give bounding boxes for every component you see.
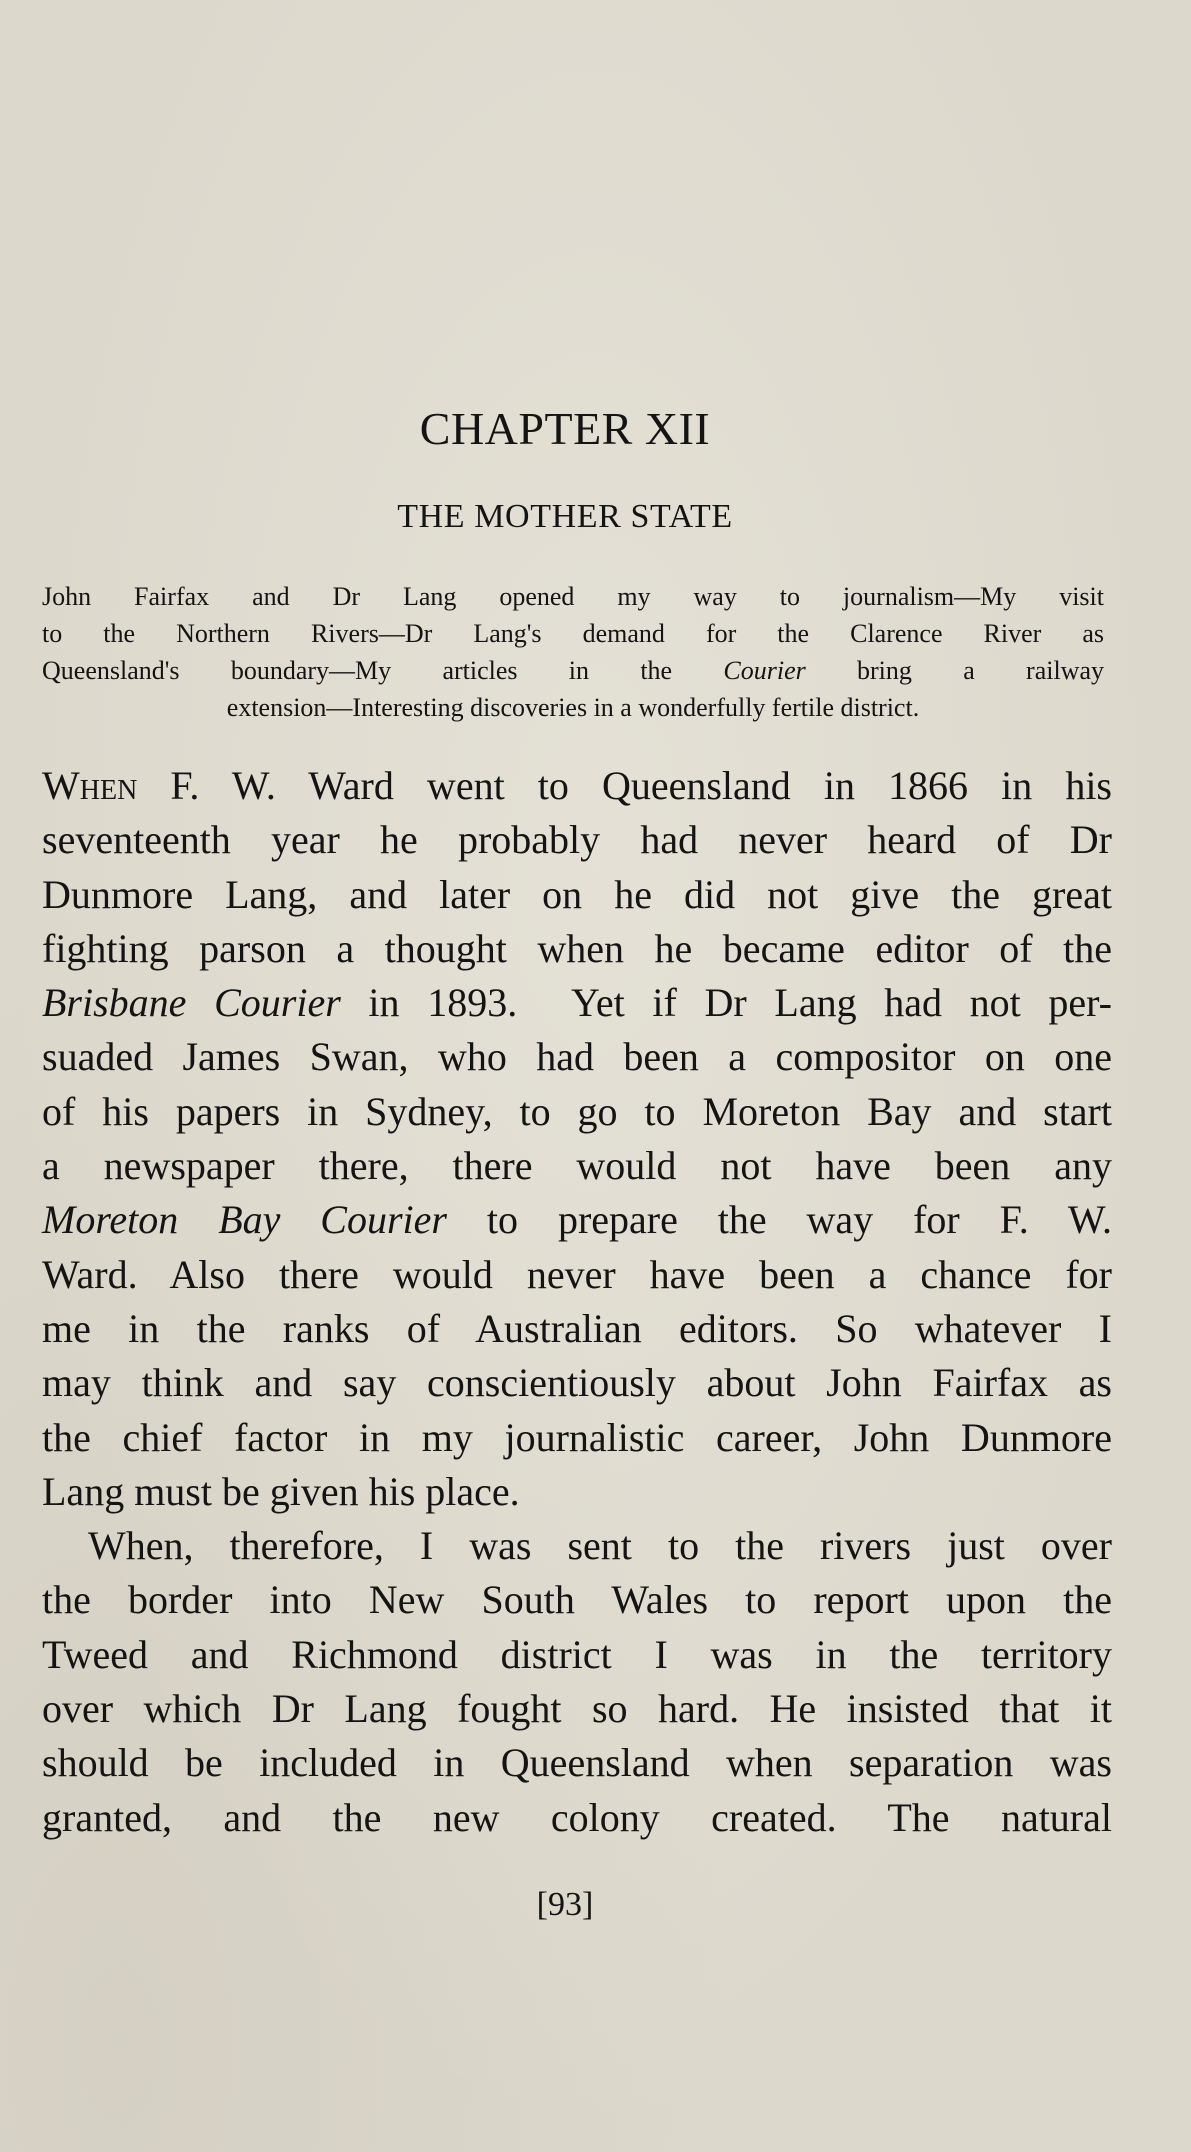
- body-line: me in the ranks of Australian editors. So whatever I: [42, 1305, 1112, 1351]
- body-line: over which Dr Lang fought so hard. He insisted that it: [42, 1686, 1112, 1732]
- body-line: [42, 976, 1112, 1030]
- chapter-body: [42, 759, 1112, 1845]
- body-text: F. W. Ward went to Queensland in 1866 in his: [137, 763, 1112, 808]
- body-line: of his papers in Sydney, to go to Moreton Bay and start: [42, 1088, 1112, 1134]
- body-line: Ward. Also there would never have been a chance for: [42, 1251, 1112, 1297]
- body-line: the chief factor in my journalistic career, John Dunmore: [42, 1414, 1112, 1460]
- chapter-synopsis: [42, 578, 1104, 726]
- body-line: Lang must be given his place.: [42, 1468, 520, 1514]
- synopsis-line: to the Northern Rivers—Dr Lang's demand for the Clarence River as: [42, 619, 1104, 648]
- body-line: a newspaper there, there would not have been any: [42, 1143, 1112, 1189]
- body-line: seventeenth year he probably had never heard of Dr: [42, 817, 1112, 863]
- synopsis-line: John Fairfax and Dr Lang opened my way to journalism—My visit: [42, 582, 1104, 611]
- body-line: may think and say conscientiously about John Fairfax as: [42, 1360, 1112, 1406]
- body-line: Dunmore Lang, and later on he did not give the great: [42, 871, 1112, 917]
- body-line: [42, 1193, 1112, 1247]
- body-text: in 1893. Yet if Dr Lang had not per-: [340, 980, 1112, 1026]
- chapter-number: CHAPTER XII: [419, 403, 711, 454]
- synopsis-line: [42, 652, 1104, 689]
- chapter-title: THE MOTHER STATE: [397, 498, 733, 535]
- synopsis-text: Queensland's boundary—My articles in the: [42, 656, 724, 685]
- synopsis-italic-title: Courier: [723, 656, 806, 685]
- body-line: suaded James Swan, who had been a compositor on one: [42, 1034, 1112, 1080]
- body-line: Tweed and Richmond district I was in the territory: [42, 1631, 1112, 1677]
- body-line: fighting parson a thought when he became editor of the: [42, 925, 1112, 971]
- synopsis-line: extension—Interesting discoveries in a wonderfully fertile district.: [226, 693, 920, 722]
- body-line: granted, and the new colony created. The natural: [42, 1794, 1112, 1840]
- newspaper-title: Brisbane Courier: [42, 980, 341, 1026]
- body-line: the border into New South Wales to report upon the: [42, 1577, 1112, 1623]
- body-line: should be included in Queensland when separation was: [42, 1740, 1112, 1786]
- body-line: [42, 759, 1112, 813]
- body-text: to prepare the way for F. W.: [446, 1197, 1112, 1243]
- opening-word: When: [42, 763, 138, 808]
- page-number: [93]: [536, 1886, 594, 1923]
- body-line: When, therefore, I was sent to the rivers just over: [88, 1523, 1112, 1569]
- synopsis-text: bring a railway: [805, 656, 1104, 685]
- newspaper-title: Moreton Bay Courier: [42, 1197, 447, 1243]
